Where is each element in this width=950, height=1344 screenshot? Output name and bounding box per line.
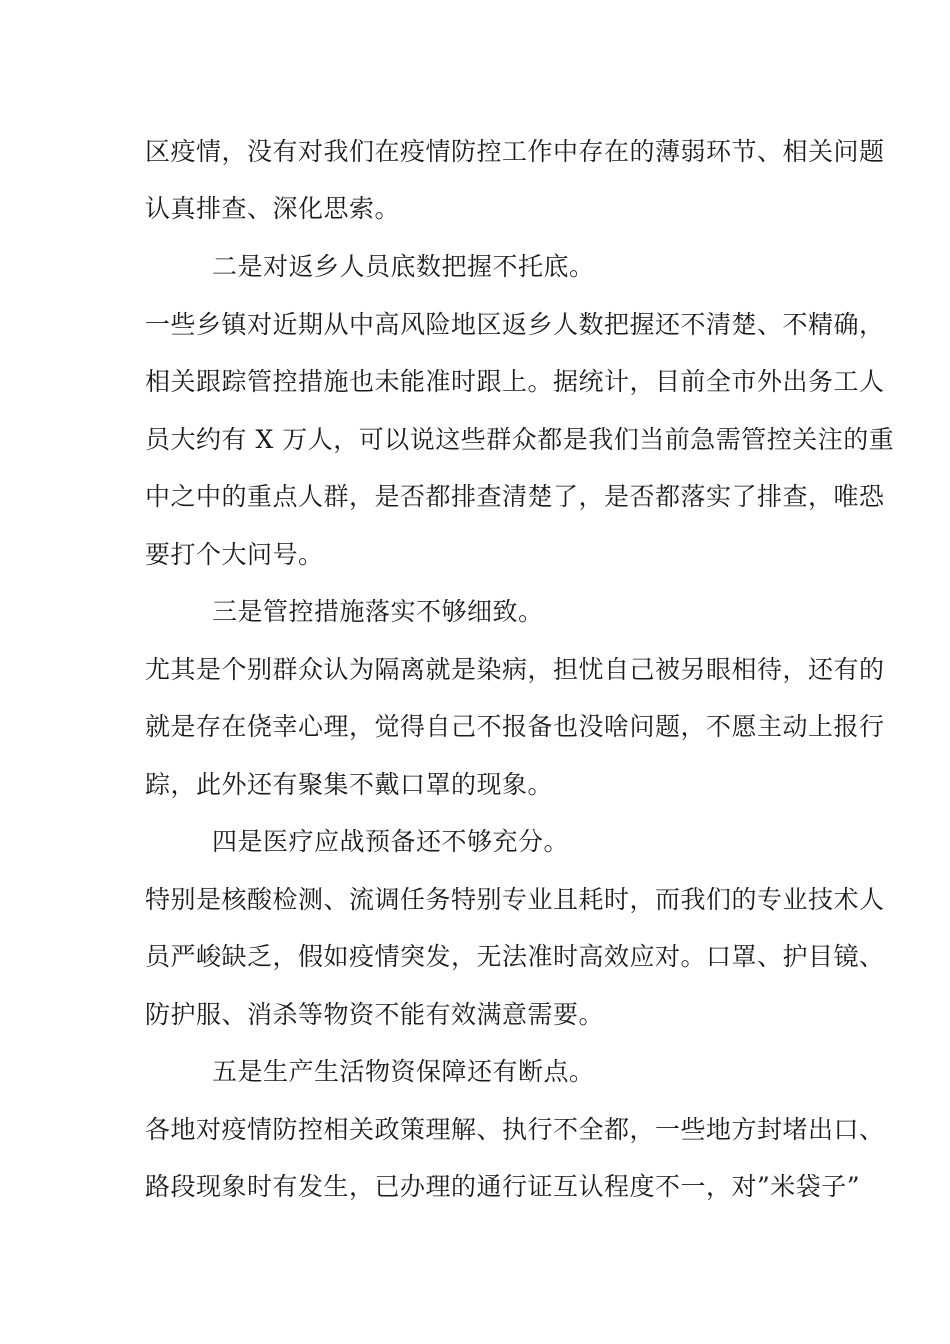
paragraph-line: 尤其是个别群众认为隔离就是染病，担忧自己被另眼相待，还有的 (145, 655, 885, 684)
paragraph-line: 要打个大问号。 (145, 540, 324, 569)
paragraph-line: 中之中的重点人群，是否都排查清楚了，是否都落实了排查，唯恐 (145, 482, 885, 511)
paragraph-line: 员严峻缺乏，假如疫情突发，无法准时高效应对。口罩、护目镜、 (145, 942, 885, 971)
paragraph-line: 区疫情，没有对我们在疫情防控工作中存在的薄弱环节、相关问题 (145, 137, 885, 166)
section-heading-3: 三是管控措施落实不够细致。 (212, 597, 544, 626)
paragraph-line: 踪，此外还有聚集不戴口罩的现象。 (145, 770, 554, 799)
paragraph-line: 各地对疫情防控相关政策理解、执行不全都，一些地方封堵出口、 (145, 1115, 885, 1144)
paragraph-line: 就是存在侥幸心理，觉得自己不报备也没啥问题，不愿主动上报行 (145, 712, 885, 741)
section-heading-4: 四是医疗应战预备还不够充分。 (212, 827, 570, 856)
paragraph-line: 员大约有 X 万人，可以说这些群众都是我们当前急需管控关注的重 (145, 425, 895, 454)
paragraph-line: 路段现象时有发生，已办理的通行证互认程度不一，对”米袋子” (145, 1172, 861, 1201)
section-heading-5: 五是生产生活物资保障还有断点。 (212, 1057, 595, 1086)
paragraph-line: 防护服、消杀等物资不能有效满意需要。 (145, 1000, 605, 1029)
paragraph-line: 特别是核酸检测、流调任务特别专业且耗时，而我们的专业技术人 (145, 885, 885, 914)
section-heading-2: 二是对返乡人员底数把握不托底。 (212, 252, 595, 281)
paragraph-line: 认真排查、深化思索。 (145, 194, 401, 223)
paragraph-line: 一些乡镇对近期从中高风险地区返乡人数把握还不清楚、不精确， (145, 310, 885, 339)
paragraph-line: 相关跟踪管控措施也未能准时跟上。据统计，目前全市外出务工人 (145, 367, 885, 396)
